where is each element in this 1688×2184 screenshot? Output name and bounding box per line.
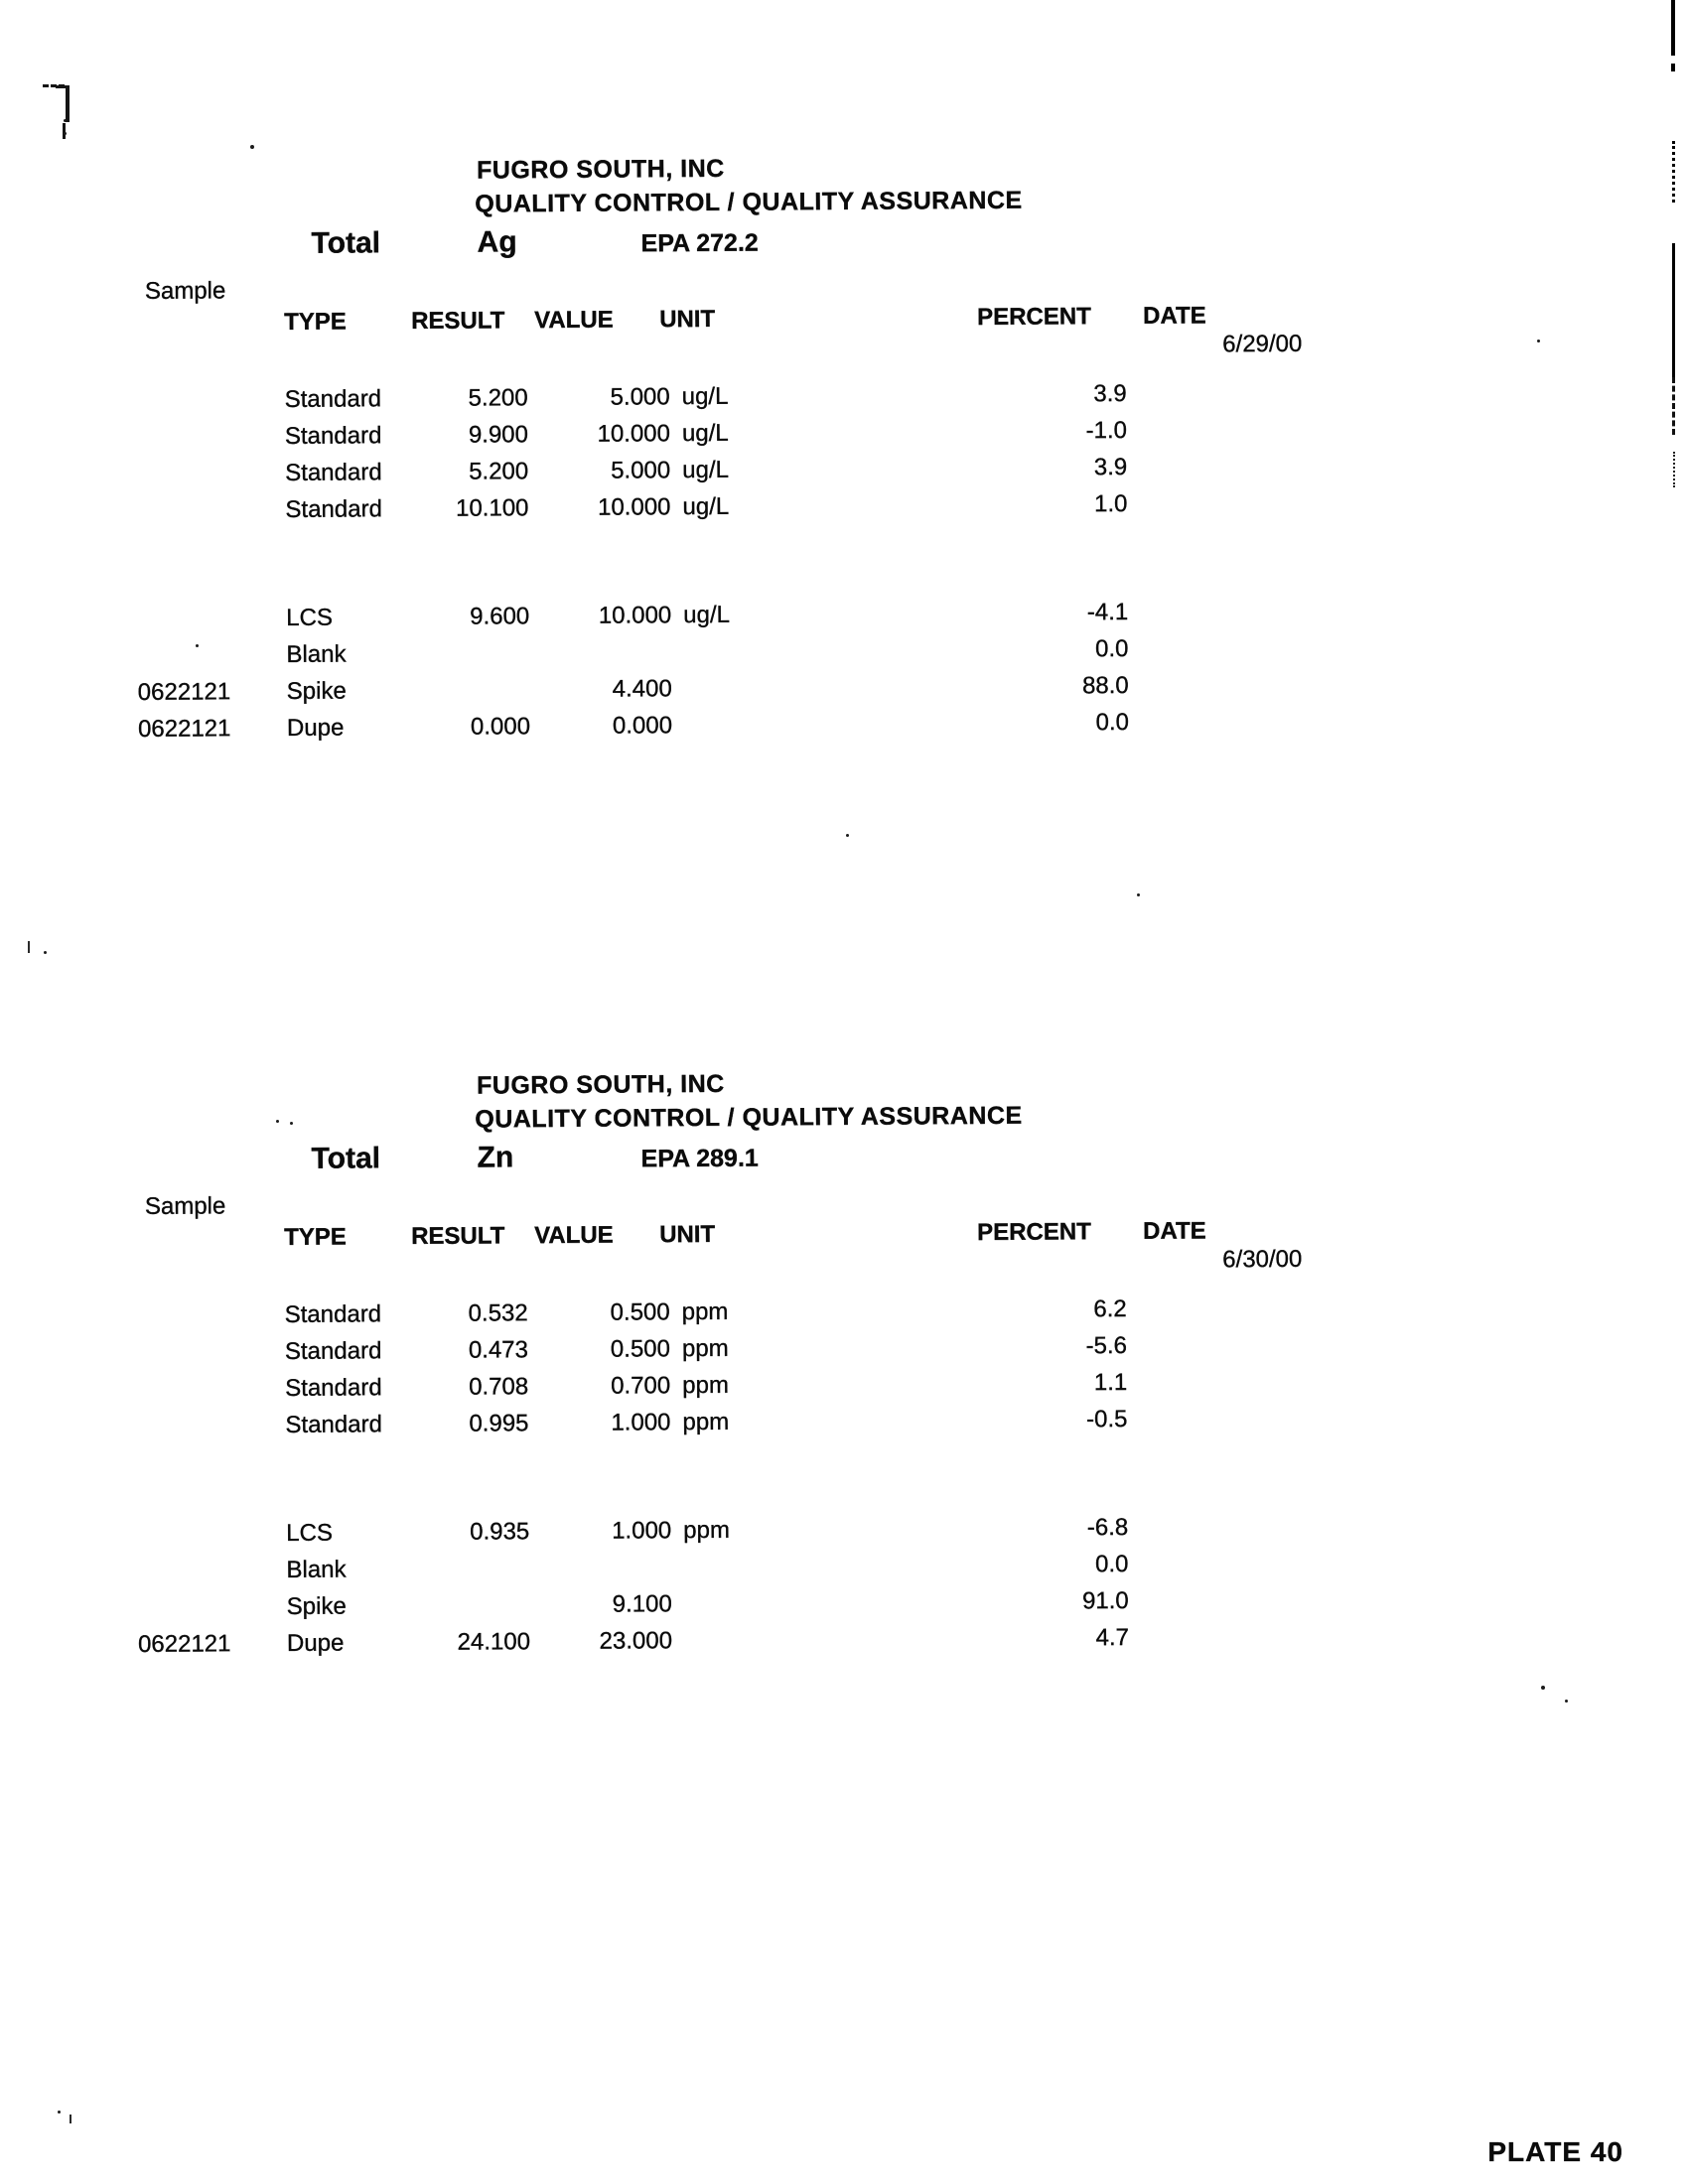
scan-speckle [1565, 1700, 1568, 1703]
report-subtitle: QUALITY CONTROL / QUALITY ASSURANCE [475, 1101, 1023, 1134]
cell-type: Standard [285, 1374, 382, 1402]
table-row [136, 1295, 1303, 1330]
cell-sample [136, 496, 285, 525]
table-row [136, 1368, 1303, 1404]
cell-result [400, 1555, 529, 1583]
qc-table-ag [134, 151, 1310, 774]
scan-artifact-edge-line [1671, 0, 1675, 48]
cell-result: 0.935 [470, 1518, 530, 1546]
cell-percent: 91.0 [1081, 1587, 1129, 1615]
cell-value: 5.000 [610, 383, 670, 411]
cell-sample [136, 386, 285, 415]
cell-type: LCS [286, 604, 334, 631]
cell-unit: ppm [681, 1297, 729, 1326]
cell-result: 10.100 [455, 494, 529, 522]
cell-unit [684, 1627, 774, 1656]
cell-value: 0.700 [611, 1372, 671, 1400]
analyte-symbol: Zn [477, 1141, 514, 1174]
company-name: FUGRO SOUTH, INC [476, 154, 725, 185]
table-row [138, 708, 1305, 744]
cell-result [401, 1591, 530, 1620]
scan-speckle [1537, 340, 1540, 342]
table-row [138, 1623, 1305, 1659]
column-header-date: DATE [1143, 1217, 1206, 1245]
cell-sample [136, 1301, 285, 1330]
cell-percent: 0.0 [1095, 709, 1130, 737]
cell-value [529, 638, 671, 667]
cell-value [529, 1554, 671, 1582]
total-label: Total [311, 1142, 381, 1175]
cell-value: 4.400 [612, 675, 672, 703]
scan-speckle [1137, 893, 1140, 896]
cell-unit: ppm [682, 1408, 730, 1436]
cell-percent: 6.2 [1093, 1296, 1127, 1323]
table-row [136, 489, 1303, 525]
cell-unit: ug/L [683, 601, 731, 629]
analysis-date: 6/30/00 [1222, 1245, 1303, 1274]
analyte-symbol: Ag [477, 225, 517, 259]
table-row [137, 598, 1304, 633]
report-subtitle: QUALITY CONTROL / QUALITY ASSURANCE [475, 186, 1023, 218]
column-header-unit: UNIT [659, 305, 716, 334]
column-header-type: TYPE [284, 1223, 347, 1251]
column-header-percent: PERCENT [977, 303, 1091, 332]
cell-type: Standard [284, 422, 382, 450]
cell-unit [684, 1590, 774, 1619]
scan-artifact-edge-line [1672, 243, 1675, 377]
cell-unit [684, 675, 774, 704]
scan-artifact-edge-line [1671, 48, 1675, 71]
scan-speckle [1541, 1686, 1545, 1690]
cell-sample [136, 1412, 285, 1440]
cell-unit: ppm [683, 1516, 731, 1545]
cell-percent: 88.0 [1081, 672, 1129, 700]
scan-artifact-tick [63, 123, 66, 139]
cell-percent: 1.0 [1093, 490, 1128, 518]
cell-type: Standard [285, 495, 382, 523]
cell-percent: -0.5 [1085, 1406, 1128, 1433]
cell-result: 0.473 [468, 1336, 529, 1364]
cell-sample: 0622121 [137, 715, 231, 743]
cell-value: 0.500 [610, 1298, 670, 1326]
table-row [136, 416, 1303, 452]
cell-sample [137, 1557, 286, 1585]
scan-speckle [44, 951, 47, 954]
table-row [136, 379, 1303, 415]
sample-column-label: Sample [144, 277, 226, 305]
cell-percent: -4.1 [1086, 599, 1129, 626]
scan-speckle [28, 941, 30, 953]
column-header-value: VALUE [534, 306, 614, 335]
cell-result [401, 676, 530, 705]
sample-column-label: Sample [144, 1192, 226, 1220]
cell-percent: 1.1 [1093, 1369, 1128, 1397]
total-label: Total [311, 226, 381, 260]
table-row [137, 1550, 1304, 1585]
cell-result: 9.600 [470, 603, 530, 630]
cell-percent: -5.6 [1085, 1332, 1128, 1360]
cell-value: 23.000 [599, 1627, 673, 1655]
column-header-date: DATE [1143, 302, 1206, 330]
cell-sample [136, 1338, 285, 1367]
table-row [137, 634, 1304, 670]
scan-speckle [846, 834, 849, 837]
table-row [137, 1513, 1304, 1549]
cell-result: 0.995 [469, 1410, 529, 1437]
scan-speckle [196, 644, 199, 647]
cell-sample [136, 423, 285, 452]
analysis-date: 6/29/00 [1222, 330, 1303, 358]
cell-value: 5.000 [611, 457, 671, 484]
cell-unit: ug/L [681, 382, 729, 411]
cell-percent: 3.9 [1093, 380, 1127, 408]
cell-percent: 0.0 [1095, 635, 1129, 663]
table-row [136, 453, 1303, 488]
cell-value: 0.500 [610, 1335, 671, 1363]
cell-type: Dupe [286, 714, 345, 742]
plate-number-label: PLATE 40 [1487, 2136, 1623, 2167]
scan-speckle [276, 1120, 279, 1123]
cell-value: 0.000 [612, 712, 673, 740]
cell-unit: ug/L [681, 419, 729, 448]
column-header-value: VALUE [534, 1221, 614, 1250]
cell-result [400, 639, 529, 668]
cell-percent: 4.7 [1095, 1624, 1130, 1652]
cell-type: Blank [286, 640, 347, 668]
cell-percent: -1.0 [1085, 417, 1128, 445]
scan-speckle [70, 2115, 71, 2123]
cell-value: 1.000 [611, 1409, 671, 1436]
cell-type: Standard [284, 1300, 382, 1328]
cell-type: Spike [286, 677, 347, 705]
cell-percent: 3.9 [1093, 454, 1128, 481]
cell-result: 5.200 [468, 384, 528, 412]
cell-value: 9.100 [612, 1590, 672, 1618]
cell-value: 10.000 [597, 420, 671, 448]
cell-sample [138, 1593, 287, 1622]
scan-speckle [64, 119, 67, 122]
cell-result: 5.200 [469, 458, 529, 485]
table-row [136, 1331, 1303, 1367]
scan-speckle [250, 145, 254, 149]
scan-speckle [64, 132, 67, 135]
cell-sample [137, 605, 286, 633]
epa-method: EPA 289.1 [640, 1144, 759, 1173]
scan-speckle [58, 2111, 61, 2114]
cell-type: Standard [284, 385, 382, 413]
cell-unit: ug/L [682, 456, 730, 484]
cell-value: 1.000 [612, 1517, 672, 1545]
company-name: FUGRO SOUTH, INC [476, 1069, 725, 1100]
cell-sample [137, 1520, 286, 1549]
cell-percent: -6.8 [1086, 1514, 1129, 1542]
table-row [136, 1405, 1303, 1440]
cell-type: Spike [286, 1592, 347, 1620]
cell-result: 9.900 [468, 421, 529, 449]
column-header-unit: UNIT [659, 1220, 716, 1249]
cell-type: Standard [284, 1337, 382, 1365]
column-header-result: RESULT [411, 1222, 505, 1251]
cell-unit: ppm [681, 1334, 729, 1363]
cell-type: Dupe [286, 1629, 345, 1657]
qc-table-zn [134, 1066, 1310, 1690]
scan-speckle [290, 1122, 293, 1125]
cell-unit [684, 712, 774, 741]
column-header-result: RESULT [411, 307, 505, 336]
cell-value: 10.000 [598, 602, 672, 629]
scan-artifact-edge-line [1672, 141, 1675, 203]
cell-result: 0.532 [468, 1299, 528, 1327]
column-header-percent: PERCENT [977, 1218, 1091, 1247]
cell-result: 0.708 [469, 1373, 529, 1401]
cell-value: 10.000 [597, 493, 671, 521]
cell-sample: 0622121 [137, 678, 231, 706]
cell-unit [683, 1554, 773, 1582]
cell-unit [683, 638, 773, 667]
cell-result: 0.000 [470, 713, 531, 741]
cell-result: 24.100 [457, 1628, 531, 1656]
cell-sample [137, 641, 286, 670]
table-row [138, 671, 1305, 707]
cell-type: Blank [286, 1556, 347, 1583]
table-row [138, 1586, 1305, 1622]
scan-artifact-edge-line [1673, 452, 1675, 487]
scan-artifact-corner-bracket [56, 85, 70, 122]
epa-method: EPA 272.2 [640, 228, 759, 258]
cell-percent: 0.0 [1095, 1551, 1129, 1578]
cell-sample: 0622121 [137, 1630, 231, 1658]
cell-type: Standard [285, 459, 382, 486]
column-header-type: TYPE [284, 308, 347, 336]
cell-unit: ppm [682, 1371, 729, 1400]
cell-type: LCS [286, 1519, 334, 1547]
cell-type: Standard [285, 1411, 382, 1438]
cell-sample [136, 460, 285, 488]
cell-unit: ug/L [682, 492, 730, 521]
scan-artifact-edge-line [1672, 377, 1675, 435]
cell-sample [136, 1375, 285, 1404]
